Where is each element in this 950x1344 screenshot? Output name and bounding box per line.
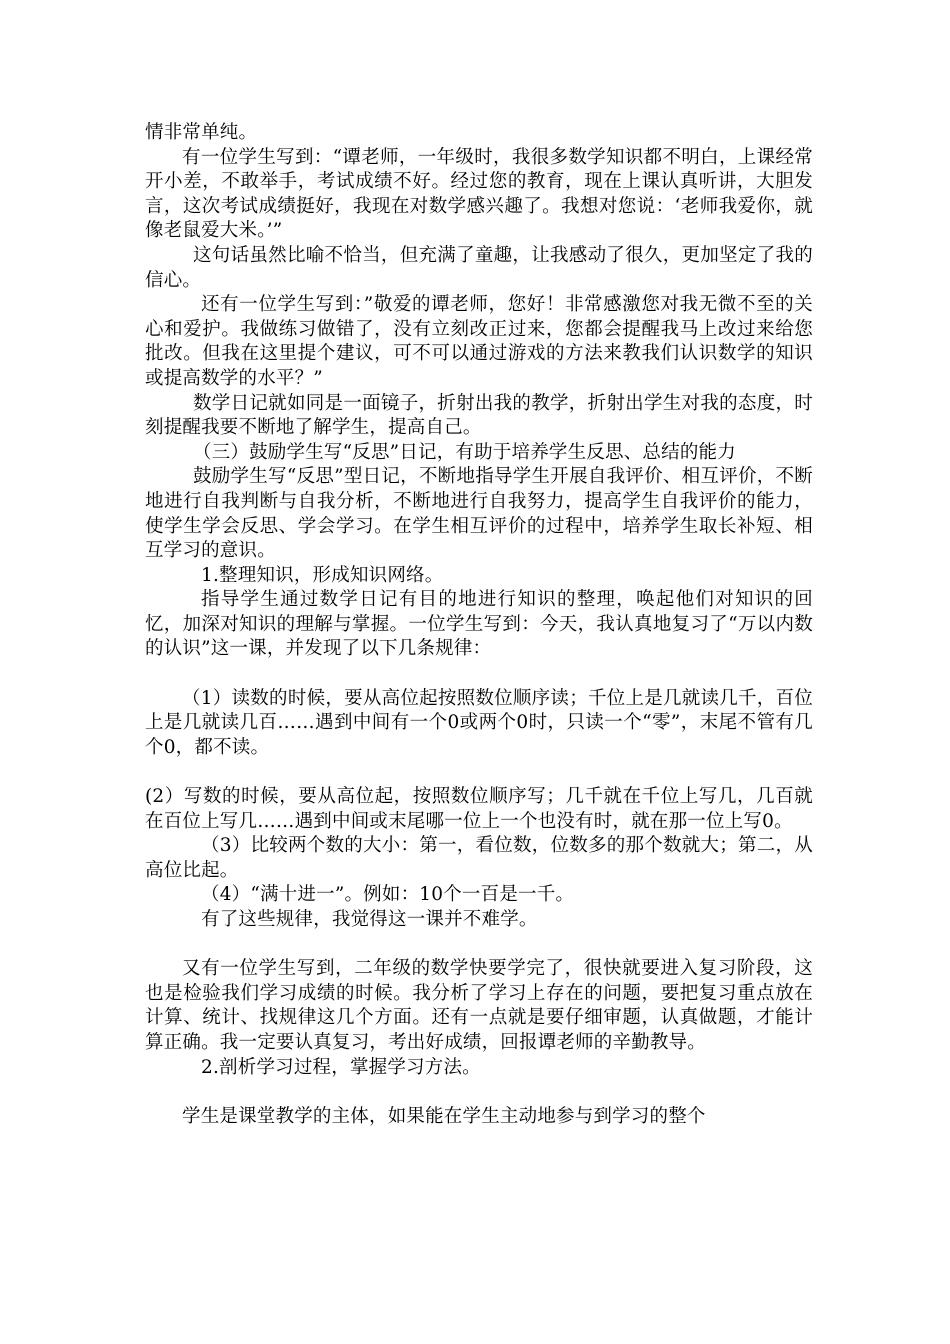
blank-line — [145, 933, 813, 958]
paragraph: 又有一位学生写到，二年级的数学快要学完了，很快就要进入复习阶段，这也是检验我们学习成绩的时候。我分析了学习上存在的问题，要把复习重点放在计算、统计、找规律这几个方面。还有一点就是要仔细审题，认真做题，才能计算正确。我一定要认真复习，考出好成绩，回报谭老师的辛勤教导。 — [145, 958, 813, 1053]
paragraph: 学生是课堂教学的主体，如果能在学生主动地参与到学习的整个 — [182, 1105, 706, 1127]
rule-item: (2）写数的时候，要从高位起，按照数位顺序写；几千就在千位上写几，几百就在百位上写几……遇到中间或末尾哪一位上一个也没有时，就在那一位上写0。 — [145, 786, 813, 832]
paragraph: 数学日记就如同是一面镜子，折射出我的教学，折射出学生对我的态度，时刻提醒我要不断地了解学生，提高自己。 — [145, 392, 813, 439]
paragraph: 鼓励学生写“反思”型日记，不断地指导学生开展自我评价、相互评价，不断地进行自我判断与自我分析，不断地进行自我努力，提高学生自我评价的能力，使学生学会反思、学会学习。在学生相互评价的过程中，培养学生取长补短、相互学习的意识。 — [145, 466, 813, 562]
blank-line — [145, 1080, 813, 1105]
paragraph: 有一位学生写到：“谭老师，一年级时，我很多数学知识都不明白，上课经常开小差，不敢举手，考试成绩不好。经过您的教育，现在上课认真听讲，大胆发言，这次考试成绩挺好，我现在对数学感兴趣了。我想对您说：‘老师我爱你，就像老鼠爱大米。’” — [145, 146, 813, 242]
document-body — [145, 121, 813, 1129]
blank-line — [145, 662, 813, 687]
paragraph: 指导学生通过数学日记有目的地进行知识的整理，唤起他们对知识的回忆，加深对知识的理解与掌握。一位学生写到：今天，我认真地复习了“万以内数的认识”这一课，并发现了以下几条规律： — [145, 589, 813, 660]
subheading: 2.剖析学习过程，掌握学习方法。 — [201, 1056, 481, 1078]
blank-line — [145, 760, 813, 785]
subheading: 1.整理知识，形成知识网络。 — [201, 564, 444, 586]
paragraph: 这句话虽然比喻不恰当，但充满了童趣，让我感动了很久，更加坚定了我的信心。 — [145, 244, 813, 291]
section-heading: （三）鼓励学生写“反思”日记，有助于培养学生反思、总结的能力 — [193, 441, 736, 463]
paragraph: 情非常单纯。 — [145, 122, 258, 143]
paragraph: 有了这些规律，我觉得这一课并不难学。 — [201, 909, 538, 930]
rule-item: （3）比较两个数的大小：第一，看位数，位数多的那个数就大；第二，从高位比起。 — [145, 835, 813, 881]
paragraph: 还有一位学生写到：”敬爱的谭老师，您好！非常感激您对我无微不至的关心和爱护。我做练习做错了，没有立刻改正过来，您都会提醒我马上改过来给您批改。但我在这里提个建议，可不可以通过游戏的方法来教我们认识数学的知识或提高数学的水平？” — [145, 294, 813, 389]
rule-item: （1）读数的时候，要从高位起按照数位顺序读；千位上是几就读几千，百位上是几就读几百……遇到中间有一个0或两个0时，只读一个“零”，末尾不管有几个0，都不读。 — [145, 687, 813, 758]
rule-item: （4）“满十进一”。例如：10个一百是一千。 — [201, 884, 575, 906]
